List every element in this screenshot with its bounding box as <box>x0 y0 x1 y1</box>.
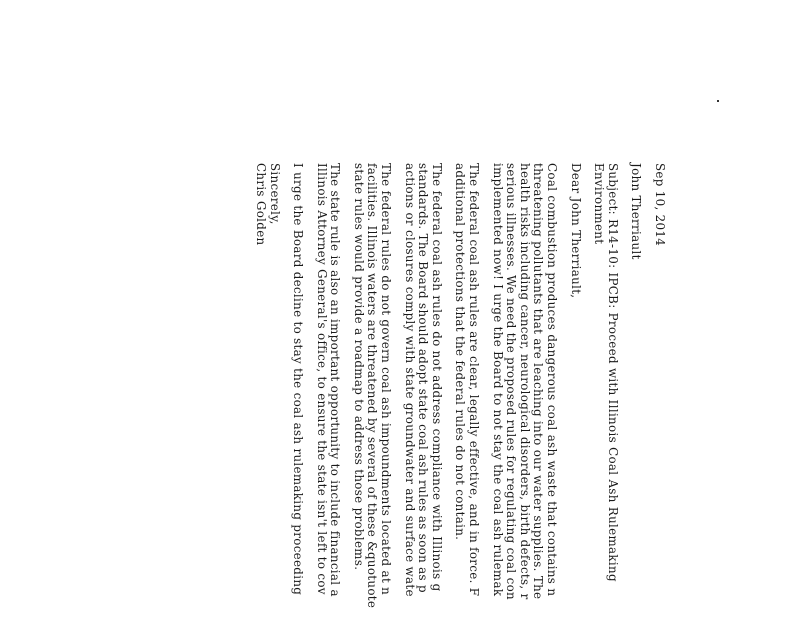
paragraph-2 <box>453 163 480 613</box>
scan-speck <box>717 100 719 102</box>
paragraph-6 <box>291 163 305 613</box>
letter-subject-line-2: Environment <box>592 163 607 245</box>
paragraph-line: implemented now! I urge the Board to not stay the coal ash rulemak <box>490 163 505 597</box>
paragraph-line: facilities. Illinois waters are threatened by several of these &quotuote <box>365 163 380 609</box>
paragraph-1 <box>490 163 558 613</box>
letter-body <box>253 163 667 613</box>
paragraph-3 <box>402 163 443 613</box>
letter-subject-line-1: Subject: R14-10: IPCB: Proceed with Illinois Coal Ash Rulemaking <box>605 163 620 582</box>
paragraph-line: The federal coal ash rules are clear, legally effective, and in force. F <box>467 163 482 597</box>
paragraph-5 <box>314 163 341 613</box>
paragraph-line: Coal combustion produces dangerous coal ash waste that contains n <box>545 163 560 597</box>
paragraph-line: The state rule is also an important opportunity to include financial a <box>328 163 343 597</box>
paragraph-line: health risks including cancer, neurological disorders, birth defects, r <box>517 163 532 600</box>
letter-signature: Chris Golden <box>253 163 268 246</box>
paragraph-line: I urge the Board decline to stay the coal ash rulemaking proceeding <box>291 163 306 596</box>
letter-recipient: John Therriault <box>629 163 644 260</box>
paragraph-line: The federal coal ash rules do not address compliance with Illinois g <box>429 163 444 592</box>
paragraph-line: state rules would provide a roadmap to address those problems. <box>351 163 366 571</box>
letter-closing: Sincerely, <box>267 163 282 225</box>
paragraph-line: The federal rules do not govern coal ash impoundments located at n <box>379 163 394 596</box>
paragraph-line: actions or closures comply with state groundwater and surface wate <box>402 163 417 597</box>
paragraph-line: additional protections that the federal rules do not contain. <box>453 163 468 541</box>
paragraph-4 <box>351 163 392 613</box>
paragraph-line: serious illnesses. We need the proposed rules for regulating coal con <box>504 163 519 600</box>
paragraph-line: standards. The Board should adopt state coal ash rules as soon as p <box>416 163 431 593</box>
letter-salutation: Dear John Therriault, <box>568 163 583 299</box>
paragraph-line: Illinois Attorney General's office, to ensure the state isn't left to cov <box>314 163 329 595</box>
paragraph-line: threatening pollutants that are leaching into our water supplies. The <box>531 163 546 600</box>
letter-date: Sep 10, 2014 <box>653 163 667 247</box>
